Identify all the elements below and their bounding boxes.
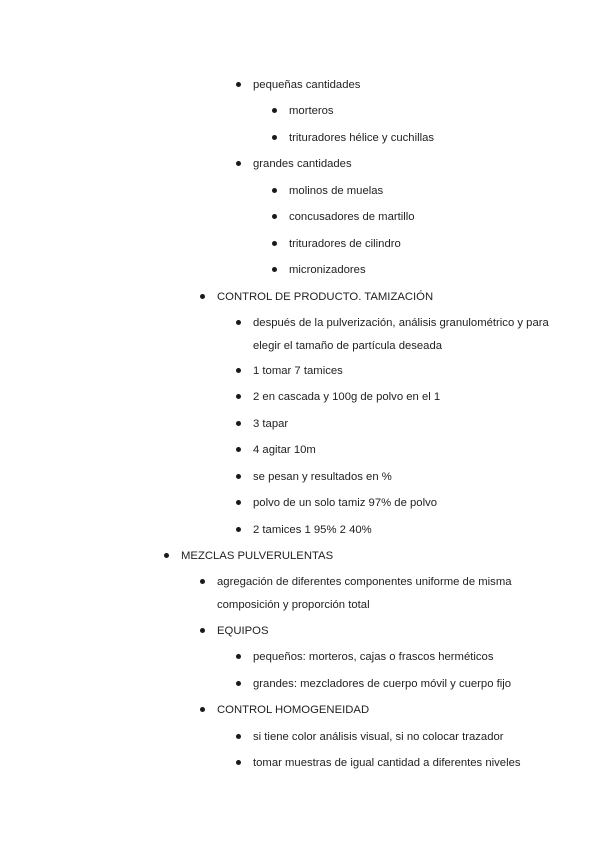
bullet-icon: [236, 368, 241, 373]
list-item-text: se pesan y resultados en %: [253, 471, 392, 483]
list-item-text: si tiene color análisis visual, si no colocar trazador: [253, 731, 504, 743]
bullet-icon: [200, 579, 205, 584]
bullet-icon: [272, 188, 277, 193]
bullet-icon: [200, 294, 205, 299]
list-item-text: molinos de muelas: [289, 185, 384, 197]
list-item-text: morteros: [289, 105, 334, 117]
list-item-text: pequeños: morteros, cajas o frascos herméticos: [253, 651, 494, 663]
bullet-icon: [236, 760, 241, 765]
bullet-icon: [236, 161, 241, 166]
bullet-icon: [272, 241, 277, 246]
bullet-icon: [236, 421, 241, 426]
list-item-text: CONTROL HOMOGENEIDAD: [217, 704, 370, 716]
list-item-text: después de la pulverización, análisis granulométrico y para elegir el tamaño de partícula deseada: [253, 317, 549, 352]
bullet-icon: [272, 214, 277, 219]
bullet-icon: [236, 654, 241, 659]
bullet-icon: [272, 135, 277, 140]
bullet-icon: [272, 267, 277, 272]
bullet-icon: [236, 320, 241, 325]
bullet-icon: [236, 474, 241, 479]
list-item-text: concusadores de martillo: [289, 211, 415, 223]
bullet-icon: [236, 447, 241, 452]
list-item-text: agregación de diferentes componentes uniforme de misma composición y proporción total: [217, 576, 512, 611]
list-item-text: MEZCLAS PULVERULENTAS: [181, 550, 334, 562]
list-item-text: trituradores de cilindro: [289, 238, 401, 250]
bullet-icon: [272, 108, 277, 113]
list-item-text: CONTROL DE PRODUCTO. TAMIZACIÓN: [217, 291, 434, 303]
bullet-icon: [236, 681, 241, 686]
list-item-text: 2 tamices 1 95% 2 40%: [253, 524, 372, 536]
list-item-text: 1 tomar 7 tamices: [253, 365, 343, 377]
bullet-icon: [236, 82, 241, 87]
list-item-text: grandes cantidades: [253, 158, 352, 170]
bullet-icon: [200, 707, 205, 712]
list-item-text: pequeñas cantidades: [253, 79, 361, 91]
bullet-icon: [236, 394, 241, 399]
list-item-text: 2 en cascada y 100g de polvo en el 1: [253, 391, 441, 403]
list-item-text: polvo de un solo tamiz 97% de polvo: [253, 497, 438, 509]
list-item-text: grandes: mezcladores de cuerpo móvil y cuerpo fijo: [253, 678, 512, 690]
bullet-icon: [236, 500, 241, 505]
bullet-icon: [236, 527, 241, 532]
bullet-icon: [200, 628, 205, 633]
list-item-text: tomar muestras de igual cantidad a diferentes niveles: [253, 757, 521, 769]
list-item-text: micronizadores: [289, 264, 366, 276]
bullet-icon: [164, 553, 169, 558]
list-item-text: EQUIPOS: [217, 625, 269, 637]
bullet-icon: [236, 734, 241, 739]
list-item-text: 3 tapar: [253, 418, 289, 430]
list-item-text: trituradores hélice y cuchillas: [289, 132, 435, 144]
list-item-text: 4 agitar 10m: [253, 444, 316, 456]
